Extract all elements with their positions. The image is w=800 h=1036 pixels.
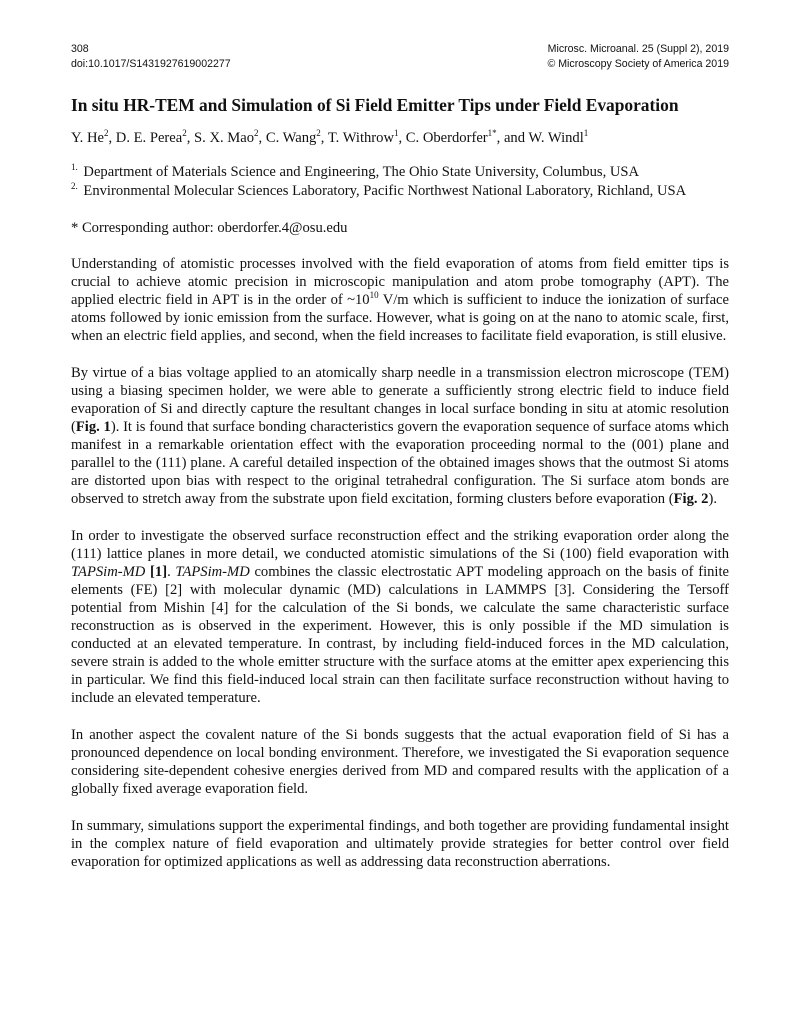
header-left xyxy=(71,42,231,72)
affiliation-2 xyxy=(71,182,729,201)
software-name: TAPSim-MD xyxy=(175,564,250,580)
paragraph-5: In summary, simulations support the experimental findings, and both together are providing fundamental insight in the complex nature of field evaporation and ultimately provide strategies for better control over field evaporation for optimized applications as well as addressing data reconstruction aberrations. xyxy=(71,818,729,870)
author-separator: , xyxy=(258,130,266,146)
paper-page xyxy=(71,42,729,886)
author-affil-sup: 1* xyxy=(487,128,497,138)
author: T. Withrow xyxy=(327,130,394,146)
affiliations xyxy=(71,163,729,201)
author-separator: , xyxy=(186,130,195,146)
author-affil-sup: 2 xyxy=(103,128,109,138)
page-number: 308 xyxy=(71,43,89,55)
p3-text-a: In order to investigate the observed surface reconstruction effect and the striking evaporation order along the (111) lattice planes in more detail, we conducted atomistic simulations of the Si (100) field evaporation with xyxy=(71,528,729,562)
author: S. X. Mao xyxy=(194,130,255,146)
citation-ref-1: [1] xyxy=(150,564,168,580)
paragraph-3 xyxy=(71,527,729,707)
p1-text-b: V/m which is sufficient to induce the ionization of surface atoms followed by ionic emission from the surface. However, what is going on at the nano to atomic scale, first, when an electric field applies, and second, when the field increases to facilitate field evaporation, is still elusive. xyxy=(71,292,729,344)
p1-exponent: 10 xyxy=(369,290,379,300)
paragraph-2 xyxy=(71,364,729,508)
author: Y. He xyxy=(71,130,104,146)
author: C. Wang xyxy=(265,130,317,146)
author-affil-sup: 2 xyxy=(182,128,187,138)
paper-title: In situ HR-TEM and Simulation of Si Field Emitter Tips under Field Evaporation xyxy=(71,95,679,115)
affiliation-number: 1. xyxy=(71,162,78,172)
affiliation-number: 2. xyxy=(71,181,78,191)
doi[interactable]: doi:10.1017/S1431927619002277 xyxy=(71,58,231,70)
affiliation-text: Environmental Molecular Sciences Laboratory, Pacific Northwest National Laboratory, Richland, USA xyxy=(83,183,687,199)
journal-citation: Microsc. Microanal. 25 (Suppl 2), 2019 xyxy=(547,43,729,55)
affiliation-text: Department of Materials Science and Engineering, The Ohio State University, Columbus, USA xyxy=(83,164,640,180)
copyright: © Microscopy Society of America 2019 xyxy=(547,58,729,70)
p3-text-c: combines the classic electrostatic APT modeling approach on the basis of finite elements (FE) [2] with molecular dynamic (MD) calculations in LAMMPS [3]. Considering the Tersoff potential from Mishin [4] for the calculation of the Si bonds, we calculate the same characteristic surface reconstruction as is observed in the experiment. However, this is only possible if the MD simulation is conducted at an elevated temperature. In contrast, by including field-induced forces in the MD calculation, severe strain is added to the whole emitter structure with the surface atoms at the emitter apex experiencing this in particular. We find this field-induced local strain can then facilitate surface reconstruction without having to include an elevated temperature. xyxy=(71,564,730,706)
header-right xyxy=(547,42,729,72)
p1-text-a: Understanding of atomistic processes involved with the field evaporation of atoms from field emitter tips is crucial to achieve atomic precision in microscopic manipulation and atom probe tomography (APT). The applied electric field in APT is in the order of ~10 xyxy=(71,256,729,308)
author-affil-sup: 1 xyxy=(583,128,589,138)
author: D. E. Perea xyxy=(115,130,183,146)
author-separator: , xyxy=(108,130,116,146)
author-list xyxy=(71,129,729,147)
author-separator: , and xyxy=(496,130,529,146)
author-affil-sup: 2 xyxy=(254,128,259,138)
p2-text-a: By virtue of a bias voltage applied to an atomically sharp needle in a transmission electron microscope (TEM) using a biasing specimen holder, we were able to generate a sufficiently strong electric field to induce field evaporation of Si and directly capture the resultant changes in local surface bonding in situ at atomic resolution ( xyxy=(71,365,729,435)
author-affil-sup: 2 xyxy=(316,128,321,138)
paragraph-1 xyxy=(71,255,729,345)
running-header xyxy=(71,42,729,72)
author-separator: , xyxy=(320,130,328,146)
p3-text-b: . xyxy=(167,564,176,580)
affiliation-1 xyxy=(71,163,729,182)
author: W. Windl xyxy=(528,130,584,146)
corresponding-author: * Corresponding author: oberdorfer.4@osu.edu xyxy=(71,220,348,236)
figure-ref-1: Fig. 1 xyxy=(75,419,111,435)
figure-ref-2: Fig. 2 xyxy=(673,491,709,507)
author-affil-sup: 1 xyxy=(394,128,399,138)
p2-text-b: ). It is found that surface bonding characteristics govern the evaporation sequence of surface atoms which manifest in a remarkable orientation effect with the evaporation proceeding normal to the (001) plane and parallel to the (111) plane. A careful detailed inspection of the obtained images shows that the outmost Si atoms are distorted upon bias with respect to the original tetrahedral configuration. The Si surface atom bonds are observed to stretch away from the substrate upon field excitation, forming clusters before evaporation ( xyxy=(71,419,729,507)
author-separator: , xyxy=(398,130,406,146)
paragraph-4: In another aspect the covalent nature of the Si bonds suggests that the actual evaporation field of Si has a pronounced dependence on local bonding environment. Therefore, we investigated the Si evaporation sequence considering site-dependent cohesive energies derived from MD and compared results with the application of a globally fixed average evaporation field. xyxy=(71,727,729,797)
software-name: TAPSim-MD xyxy=(71,564,146,580)
p2-text-c: ). xyxy=(708,491,717,507)
author: C. Oberdorfer xyxy=(405,130,488,146)
